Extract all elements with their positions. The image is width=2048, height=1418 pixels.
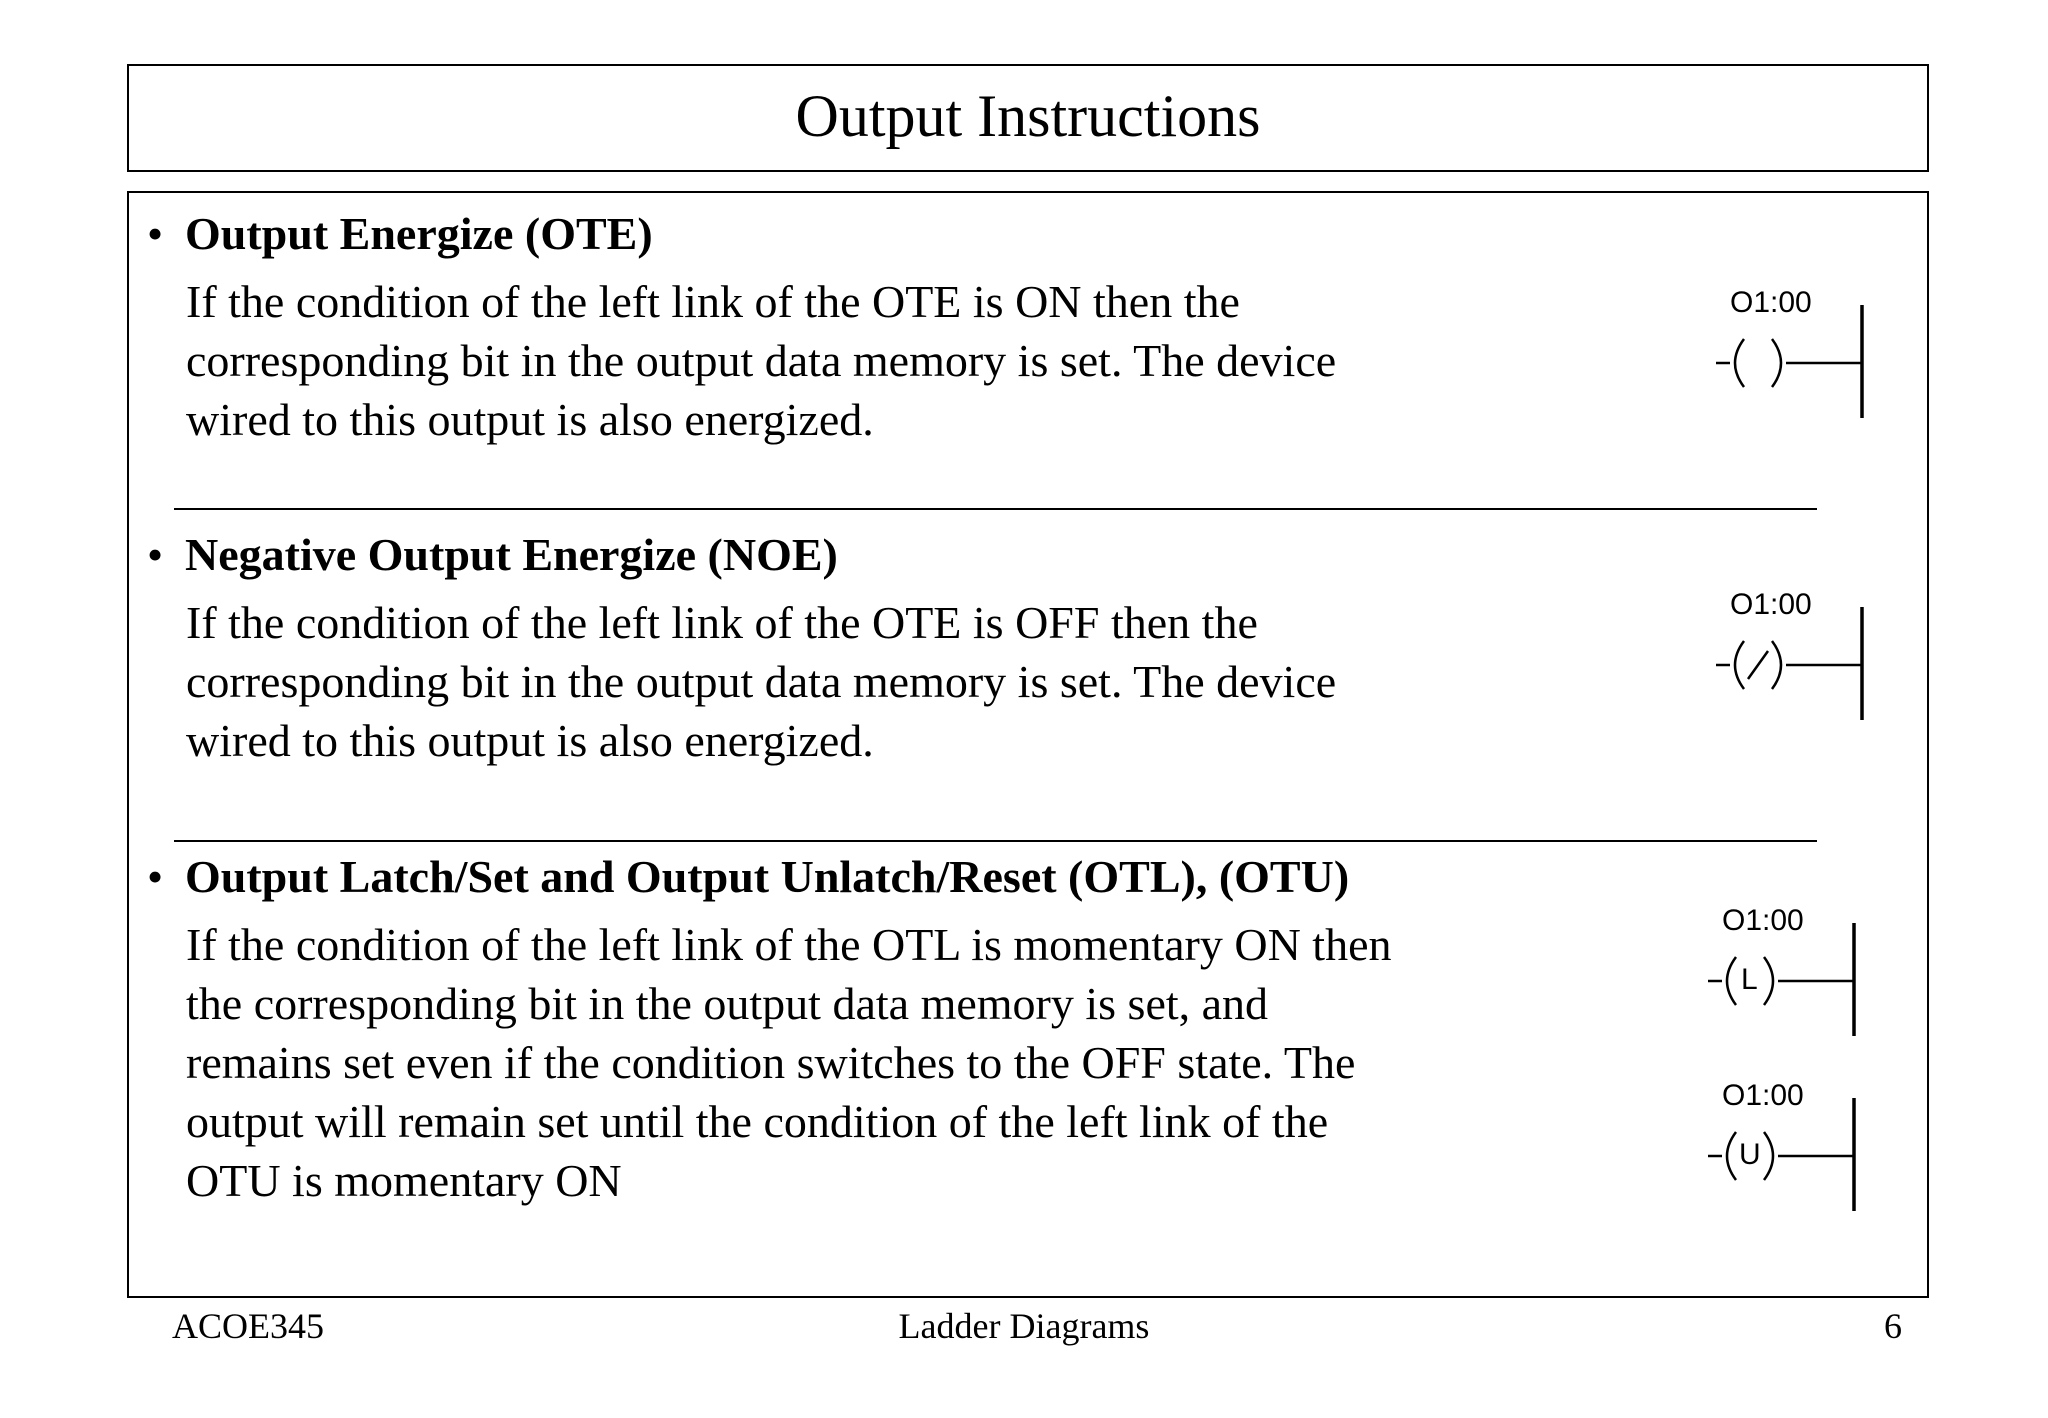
section-ote-heading: Output Energize (OTE) [185, 208, 653, 259]
content-box [127, 191, 1929, 1298]
paragraph-line: wired to this output is also energized. [186, 394, 874, 445]
negated-coil-icon [1710, 582, 1870, 722]
bullet-icon: • [147, 851, 164, 902]
paragraph-line: If the condition of the left link of the OTE is OFF then the [186, 597, 1258, 648]
paragraph-line: If the condition of the left link of the OTL is momentary ON then [186, 919, 1392, 970]
footer-course-code: ACOE345 [172, 1306, 324, 1346]
page-title: Output Instructions [795, 83, 1261, 149]
section-otl-otu-heading: Output Latch/Set and Output Unlatch/Reset (OTL), (OTU) [185, 851, 1350, 902]
unlatch-coil-graphic [1702, 1073, 1862, 1213]
paragraph-line: the corresponding bit in the output data memory is set, and [186, 978, 1269, 1029]
section-ote-heading-row [147, 208, 653, 259]
section-otl-otu-paragraph [186, 915, 1392, 1210]
paragraph-line: If the condition of the left link of the OTE is ON then the [186, 276, 1240, 327]
coil-address-label: O1:00 [1730, 286, 1812, 319]
section-ote-paragraph [186, 272, 1336, 449]
section-divider [174, 508, 1817, 510]
title-box [127, 64, 1929, 172]
section-divider [174, 840, 1817, 842]
section-noe-paragraph [186, 593, 1336, 770]
footer-topic: Ladder Diagrams [898, 1306, 1150, 1346]
paragraph-line: output will remain set until the condition of the left link of the [186, 1096, 1329, 1147]
coil-address-label: O1:00 [1722, 904, 1804, 937]
unlatch-coil-icon [1702, 1073, 1862, 1213]
footer-page-number: 6 [1884, 1306, 1902, 1346]
section-noe-heading-row [147, 529, 838, 580]
coil-inner-letter: L [1741, 963, 1758, 996]
negated-coil-graphic [1710, 582, 1870, 722]
coil-address-label: O1:00 [1730, 588, 1812, 621]
latch-coil-icon [1702, 898, 1862, 1038]
paragraph-line: corresponding bit in the output data memory is set. The device [186, 656, 1337, 707]
paragraph-line: OTU is momentary ON [186, 1155, 622, 1206]
paragraph-line: remains set even if the condition switches to the OFF state. The [186, 1037, 1356, 1088]
paragraph-line: wired to this output is also energized. [186, 715, 874, 766]
coil-inner-letter: U [1739, 1138, 1761, 1171]
coil-address-label: O1:00 [1722, 1079, 1804, 1112]
paragraph-line: corresponding bit in the output data memory is set. The device [186, 335, 1337, 386]
bullet-icon: • [147, 529, 164, 580]
section-noe-heading: Negative Output Energize (NOE) [185, 529, 838, 580]
section-otl-otu-heading-row [147, 851, 1350, 902]
latch-coil-graphic [1702, 898, 1862, 1038]
bullet-icon: • [147, 208, 164, 259]
output-coil-icon [1710, 280, 1870, 420]
output-coil-graphic [1710, 280, 1870, 420]
